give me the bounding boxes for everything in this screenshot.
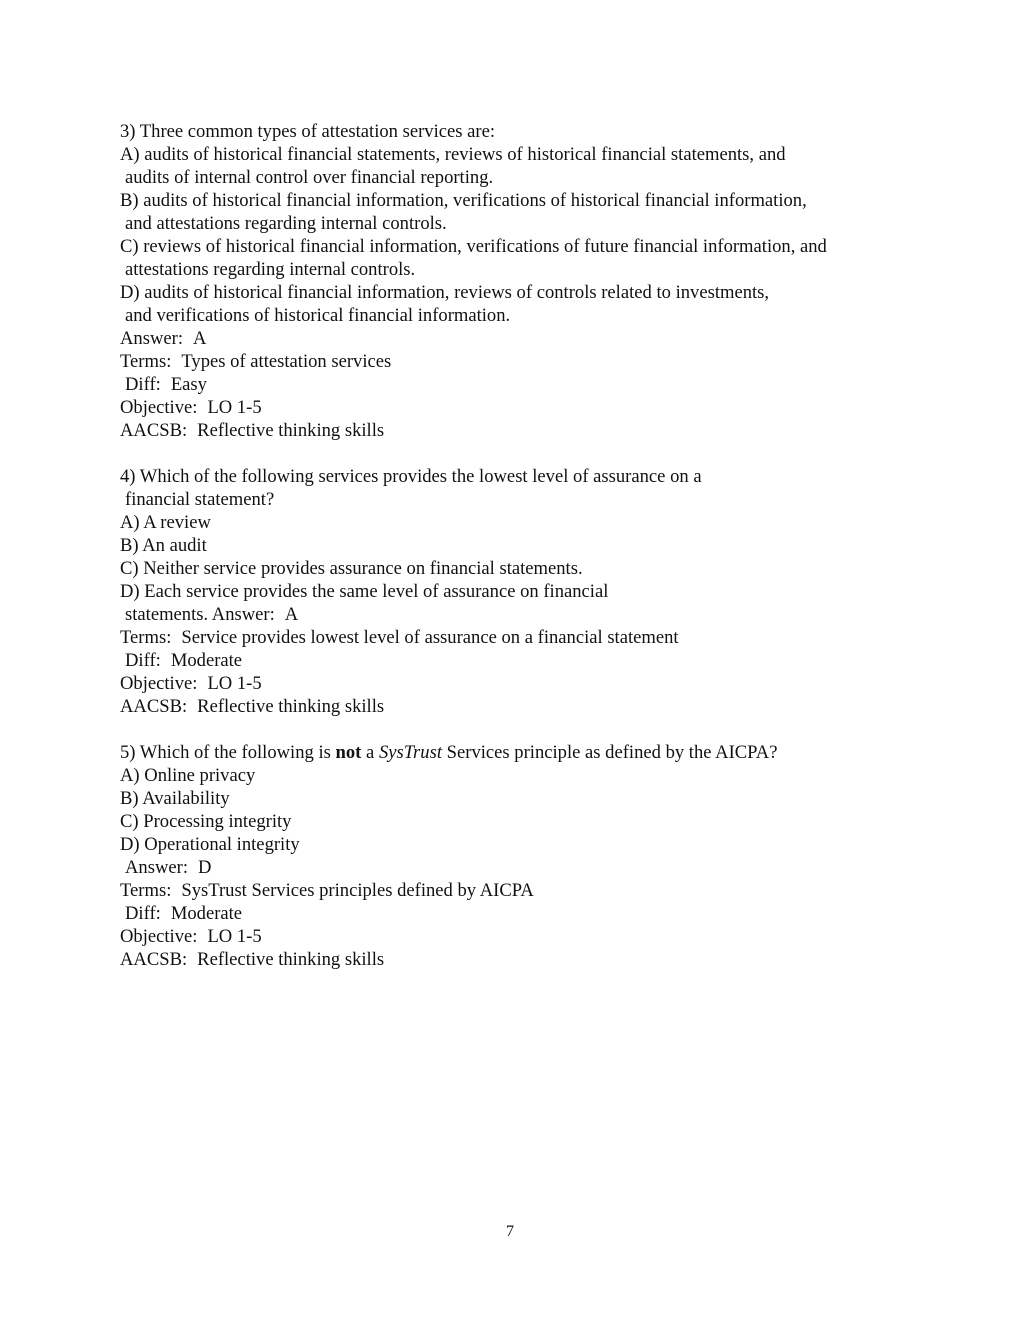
- diff-line: [120, 373, 900, 396]
- option-a: A) Online privacy: [120, 765, 256, 786]
- diff-value: Moderate: [170, 903, 243, 924]
- answer-label: Answer:: [211, 604, 275, 625]
- question-3: [120, 120, 900, 442]
- diff-label: Diff:: [125, 903, 161, 924]
- option-c-continued: attestations regarding internal controls.: [125, 259, 416, 280]
- option-c: C) reviews of historical financial information, verifications of future financial information, and: [120, 236, 827, 257]
- terms-label: Terms:: [120, 880, 172, 901]
- aacsb-label: AACSB:: [120, 420, 188, 441]
- terms-label: Terms:: [120, 627, 172, 648]
- stem-emphasis-not: not: [335, 742, 362, 763]
- question-stem-continued: financial statement?: [125, 489, 275, 510]
- objective-line: [120, 396, 900, 419]
- option-b: B) Availability: [120, 788, 230, 809]
- objective-label: Objective:: [120, 926, 198, 947]
- option-a: A) audits of historical financial statements, reviews of historical financial statements, and: [120, 144, 786, 165]
- objective-label: Objective:: [120, 397, 198, 418]
- question-stem: [120, 741, 900, 764]
- terms-line: [120, 350, 900, 373]
- question-stem: 4) Which of the following services provides the lowest level of assurance on a: [120, 466, 702, 487]
- option-b: B) audits of historical financial information, verifications of historical financial information,: [120, 190, 807, 211]
- diff-line: [120, 649, 900, 672]
- stem-part-2: a: [366, 742, 375, 763]
- option-a-continued: audits of internal control over financial reporting.: [125, 167, 494, 188]
- aacsb-line: [120, 419, 900, 442]
- aacsb-line: [120, 948, 900, 971]
- diff-label: Diff:: [125, 374, 161, 395]
- stem-part-3: Services principle as defined by the AICPA?: [446, 742, 778, 763]
- option-d-continued-with-answer: [120, 603, 900, 626]
- option-c: C) Processing integrity: [120, 811, 292, 832]
- terms-label: Terms:: [120, 351, 172, 372]
- answer-value: D: [198, 857, 212, 878]
- page-number: 7: [506, 1223, 514, 1240]
- objective-label: Objective:: [120, 673, 198, 694]
- question-5: [120, 741, 900, 971]
- objective-value: LO 1-5: [207, 926, 262, 947]
- diff-value: Moderate: [170, 650, 243, 671]
- option-d: D) audits of historical financial information, reviews of controls related to investments,: [120, 282, 770, 303]
- answer-value: A: [284, 604, 299, 625]
- option-c: C) Neither service provides assurance on financial statements.: [120, 558, 583, 579]
- option-d-tail: statements.: [125, 604, 209, 625]
- aacsb-label: AACSB:: [120, 949, 188, 970]
- option-d: D) Each service provides the same level of assurance on financial: [120, 581, 609, 602]
- option-d-continued: and verifications of historical financial information.: [125, 305, 511, 326]
- objective-line: [120, 925, 900, 948]
- option-d: D) Operational integrity: [120, 834, 300, 855]
- option-b-continued: and attestations regarding internal controls.: [125, 213, 447, 234]
- terms-line: [120, 879, 900, 902]
- diff-label: Diff:: [125, 650, 161, 671]
- objective-value: LO 1-5: [207, 397, 262, 418]
- objective-line: [120, 672, 900, 695]
- answer-label: Answer:: [125, 857, 188, 878]
- aacsb-label: AACSB:: [120, 696, 188, 717]
- answer-line: [120, 327, 900, 350]
- terms-value: SysTrust Services principles defined by AICPA: [181, 880, 534, 901]
- answer-label: Answer:: [120, 328, 183, 349]
- question-list: [120, 120, 900, 994]
- option-a: A) A review: [120, 512, 211, 533]
- terms-value: Service provides lowest level of assurance on a financial statement: [181, 627, 679, 648]
- terms-line: [120, 626, 900, 649]
- stem-italic-systrust: SysTrust: [378, 742, 442, 763]
- option-b: B) An audit: [120, 535, 207, 556]
- diff-line: [120, 902, 900, 925]
- aacsb-line: [120, 695, 900, 718]
- aacsb-value: Reflective thinking skills: [197, 949, 385, 970]
- objective-value: LO 1-5: [207, 673, 262, 694]
- answer-line: [120, 856, 900, 879]
- aacsb-value: Reflective thinking skills: [197, 696, 385, 717]
- question-stem: 3) Three common types of attestation services are:: [120, 121, 496, 142]
- aacsb-value: Reflective thinking skills: [197, 420, 385, 441]
- stem-part-1: 5) Which of the following is: [120, 742, 331, 763]
- diff-value: Easy: [170, 374, 207, 395]
- question-4: [120, 465, 900, 718]
- answer-value: A: [193, 328, 207, 349]
- terms-value: Types of attestation services: [181, 351, 392, 372]
